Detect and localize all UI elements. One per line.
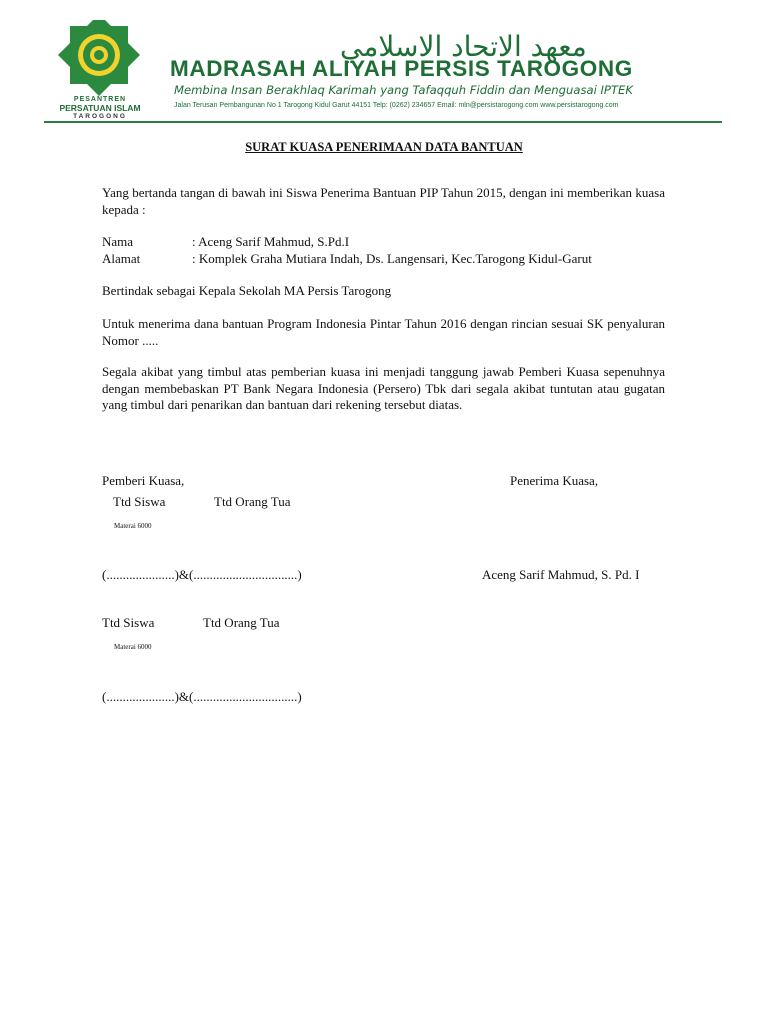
giver-label: Pemberi Kuasa, — [102, 473, 185, 488]
logo-caption-persatuan-islam: PERSATUAN ISLAM — [59, 103, 141, 113]
school-logo — [52, 20, 148, 120]
signature-blank-1: (.....................)&(................................) — [102, 567, 302, 582]
ttd-orang-tua-2: Ttd Orang Tua — [203, 615, 280, 630]
school-address: Jalan Terusan Pembangunan No 1 Tarogong Kidul Garut 44151 Telp: (0262) 234657 Email: mln@persistarogong.com www.persistarogong.com — [174, 102, 619, 109]
liability-paragraph: Segala akibat yang timbul atas pemberian kuasa ini menjadi tanggung jawab Pemberi Kuasa sepenuhnya dengan membebaskan PT Bank Negara Indonesia (Persero) Tbk dari segala akibat tuntutan atau gugatan yang timbul dari penarikan dan bantuan dari rekening tersebut diatas. — [102, 364, 665, 412]
signature-blank-2: (.....................)&(................................) — [102, 689, 302, 704]
letterhead — [0, 0, 768, 126]
materai-1: Materai 6000 — [114, 522, 152, 530]
receiver-label: Penerima Kuasa, — [510, 473, 599, 488]
field-nama — [102, 234, 349, 250]
role-paragraph: Bertindak sebagai Kepala Sekolah MA Persis Tarogong — [102, 283, 392, 298]
letterhead-divider — [44, 121, 722, 123]
ttd-siswa-1: Ttd Siswa — [113, 494, 166, 509]
field-alamat — [102, 251, 592, 267]
field-nama-value: : Aceng Sarif Mahmud, S.Pd.I — [192, 234, 350, 249]
receiver-name: Aceng Sarif Mahmud, S. Pd. I — [482, 567, 640, 582]
logo-emblem-icon — [58, 20, 142, 96]
intro-paragraph: Yang bertanda tangan di bawah ini Siswa Penerima Bantuan PIP Tahun 2015, dengan ini memberikan kuasa kepada : — [102, 185, 665, 217]
school-motto: Membina Insan Berakhlaq Karimah yang Tafaqquh Fiddin dan Menguasai IPTEK — [174, 83, 633, 97]
logo-caption-tarogong: TAROGONG — [73, 113, 127, 120]
field-alamat-label: Alamat — [102, 251, 141, 266]
purpose-paragraph: Untuk menerima dana bantuan Program Indonesia Pintar Tahun 2016 dengan rincian sesuai SK penyaluran Nomor ..... — [102, 316, 665, 348]
field-nama-label: Nama — [102, 234, 134, 249]
field-alamat-value: : Komplek Graha Mutiara Indah, Ds. Langensari, Kec.Tarogong Kidul-Garut — [192, 251, 592, 266]
logo-caption-pesantren: PESANTREN — [73, 96, 127, 103]
materai-2: Materai 6000 — [114, 643, 152, 651]
arabic-school-title: معهد الاتحاد الاسلامي — [340, 30, 587, 63]
ttd-siswa-2: Ttd Siswa — [102, 615, 155, 630]
document-title: SURAT KUASA PENERIMAAN DATA BANTUAN — [245, 140, 523, 154]
ttd-orang-tua-1: Ttd Orang Tua — [214, 494, 291, 509]
school-name: MADRASAH ALIYAH PERSIS TAROGONG — [170, 56, 633, 81]
